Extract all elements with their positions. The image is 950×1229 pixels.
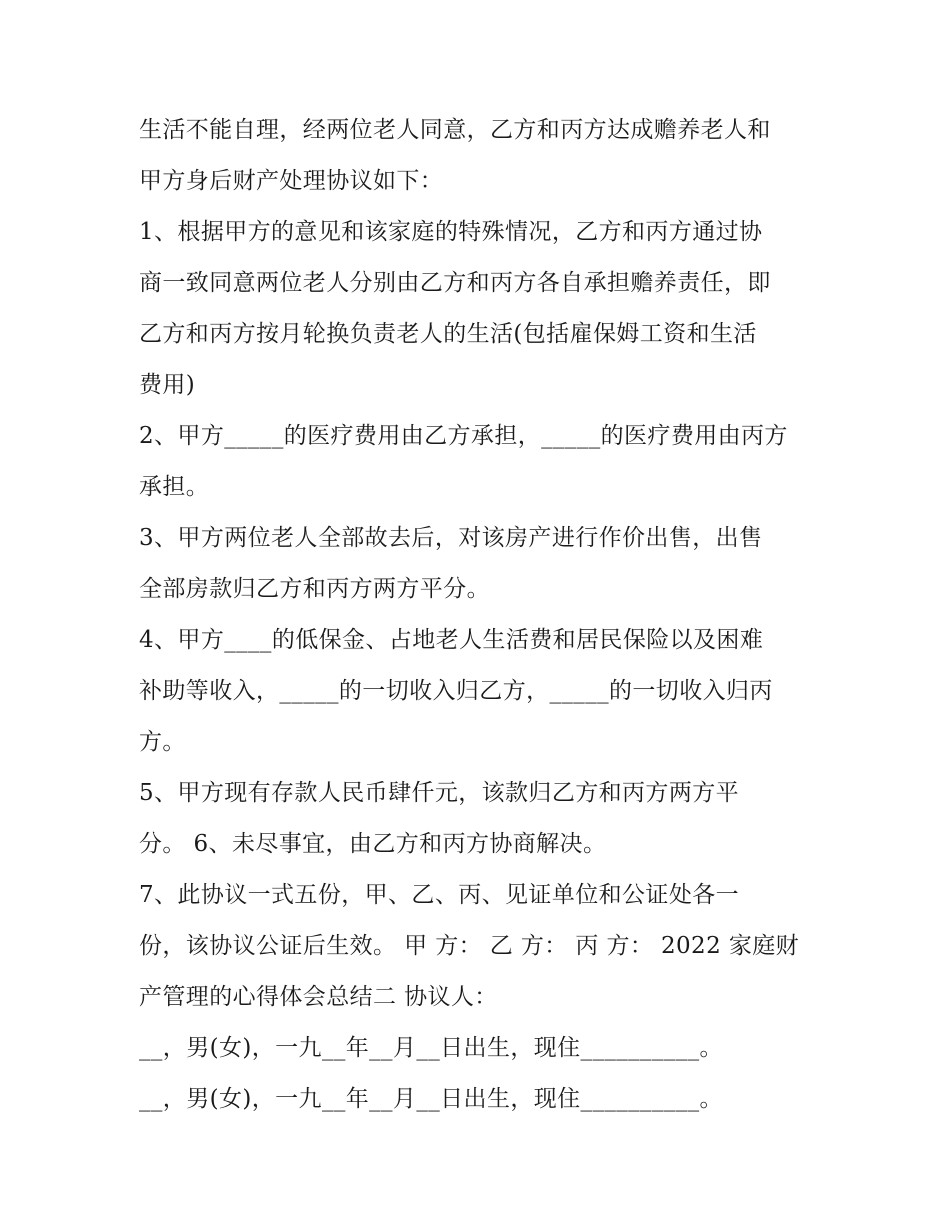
agreement-body (139, 105, 819, 1125)
text-line: 生活不能自理，经两位老人同意，乙方和丙方达成赡养老人和 (139, 117, 771, 143)
clause-2-line: 2、甲方_____的医疗费用由乙方承担，_____的医疗费用由丙方 (139, 423, 788, 449)
clause-4-line: 补助等收入，_____的一切收入归乙方，_____的一切收入归丙 (139, 678, 773, 704)
clause-4-line: 方。 (139, 729, 186, 755)
text-line: 甲方身后财产处理协议如下： (139, 168, 444, 194)
party-info-line: __，男(女)，一九__年__月__日出生，现住__________。 (139, 1035, 723, 1061)
clause-7-line: 7、此协议一式五份，甲、乙、丙、见证单位和公证处各一 (139, 882, 740, 908)
clause-1-line: 商一致同意两位老人分别由乙方和丙方各自承担赡养责任，即 (139, 270, 771, 296)
clause-1-line: 1、根据甲方的意见和该家庭的特殊情况，乙方和丙方通过协 (139, 219, 763, 245)
clause-5-line: 5、甲方现有存款人民币肆仟元，该款归乙方和丙方两方平 (139, 780, 740, 806)
section-heading-line: 产管理的心得体会总结二 协议人： (139, 984, 498, 1010)
clause-2-line: 承担。 (139, 474, 210, 500)
clause-3-line: 全部房款归乙方和丙方两方平分。 (139, 576, 490, 602)
clause-7-line: 份，该协议公证后生效。 甲 方： 乙 方： 丙 方： 2022 家庭财 (139, 933, 800, 959)
clause-1-line: 费用) (139, 372, 196, 398)
clause-3-line: 3、甲方两位老人全部故去后，对该房产进行作价出售，出售 (139, 525, 763, 551)
clause-4-line: 4、甲方____的低保金、占地老人生活费和居民保险以及困难 (139, 627, 764, 653)
clause-1-line: 乙方和丙方按月轮换负责老人的生活(包括雇保姆工资和生活 (139, 321, 757, 347)
clause-5-6-line: 分。 6、未尽事宜，由乙方和丙方协商解决。 (139, 831, 607, 857)
party-info-line: __，男(女)，一九__年__月__日出生，现住__________。 (139, 1086, 723, 1112)
